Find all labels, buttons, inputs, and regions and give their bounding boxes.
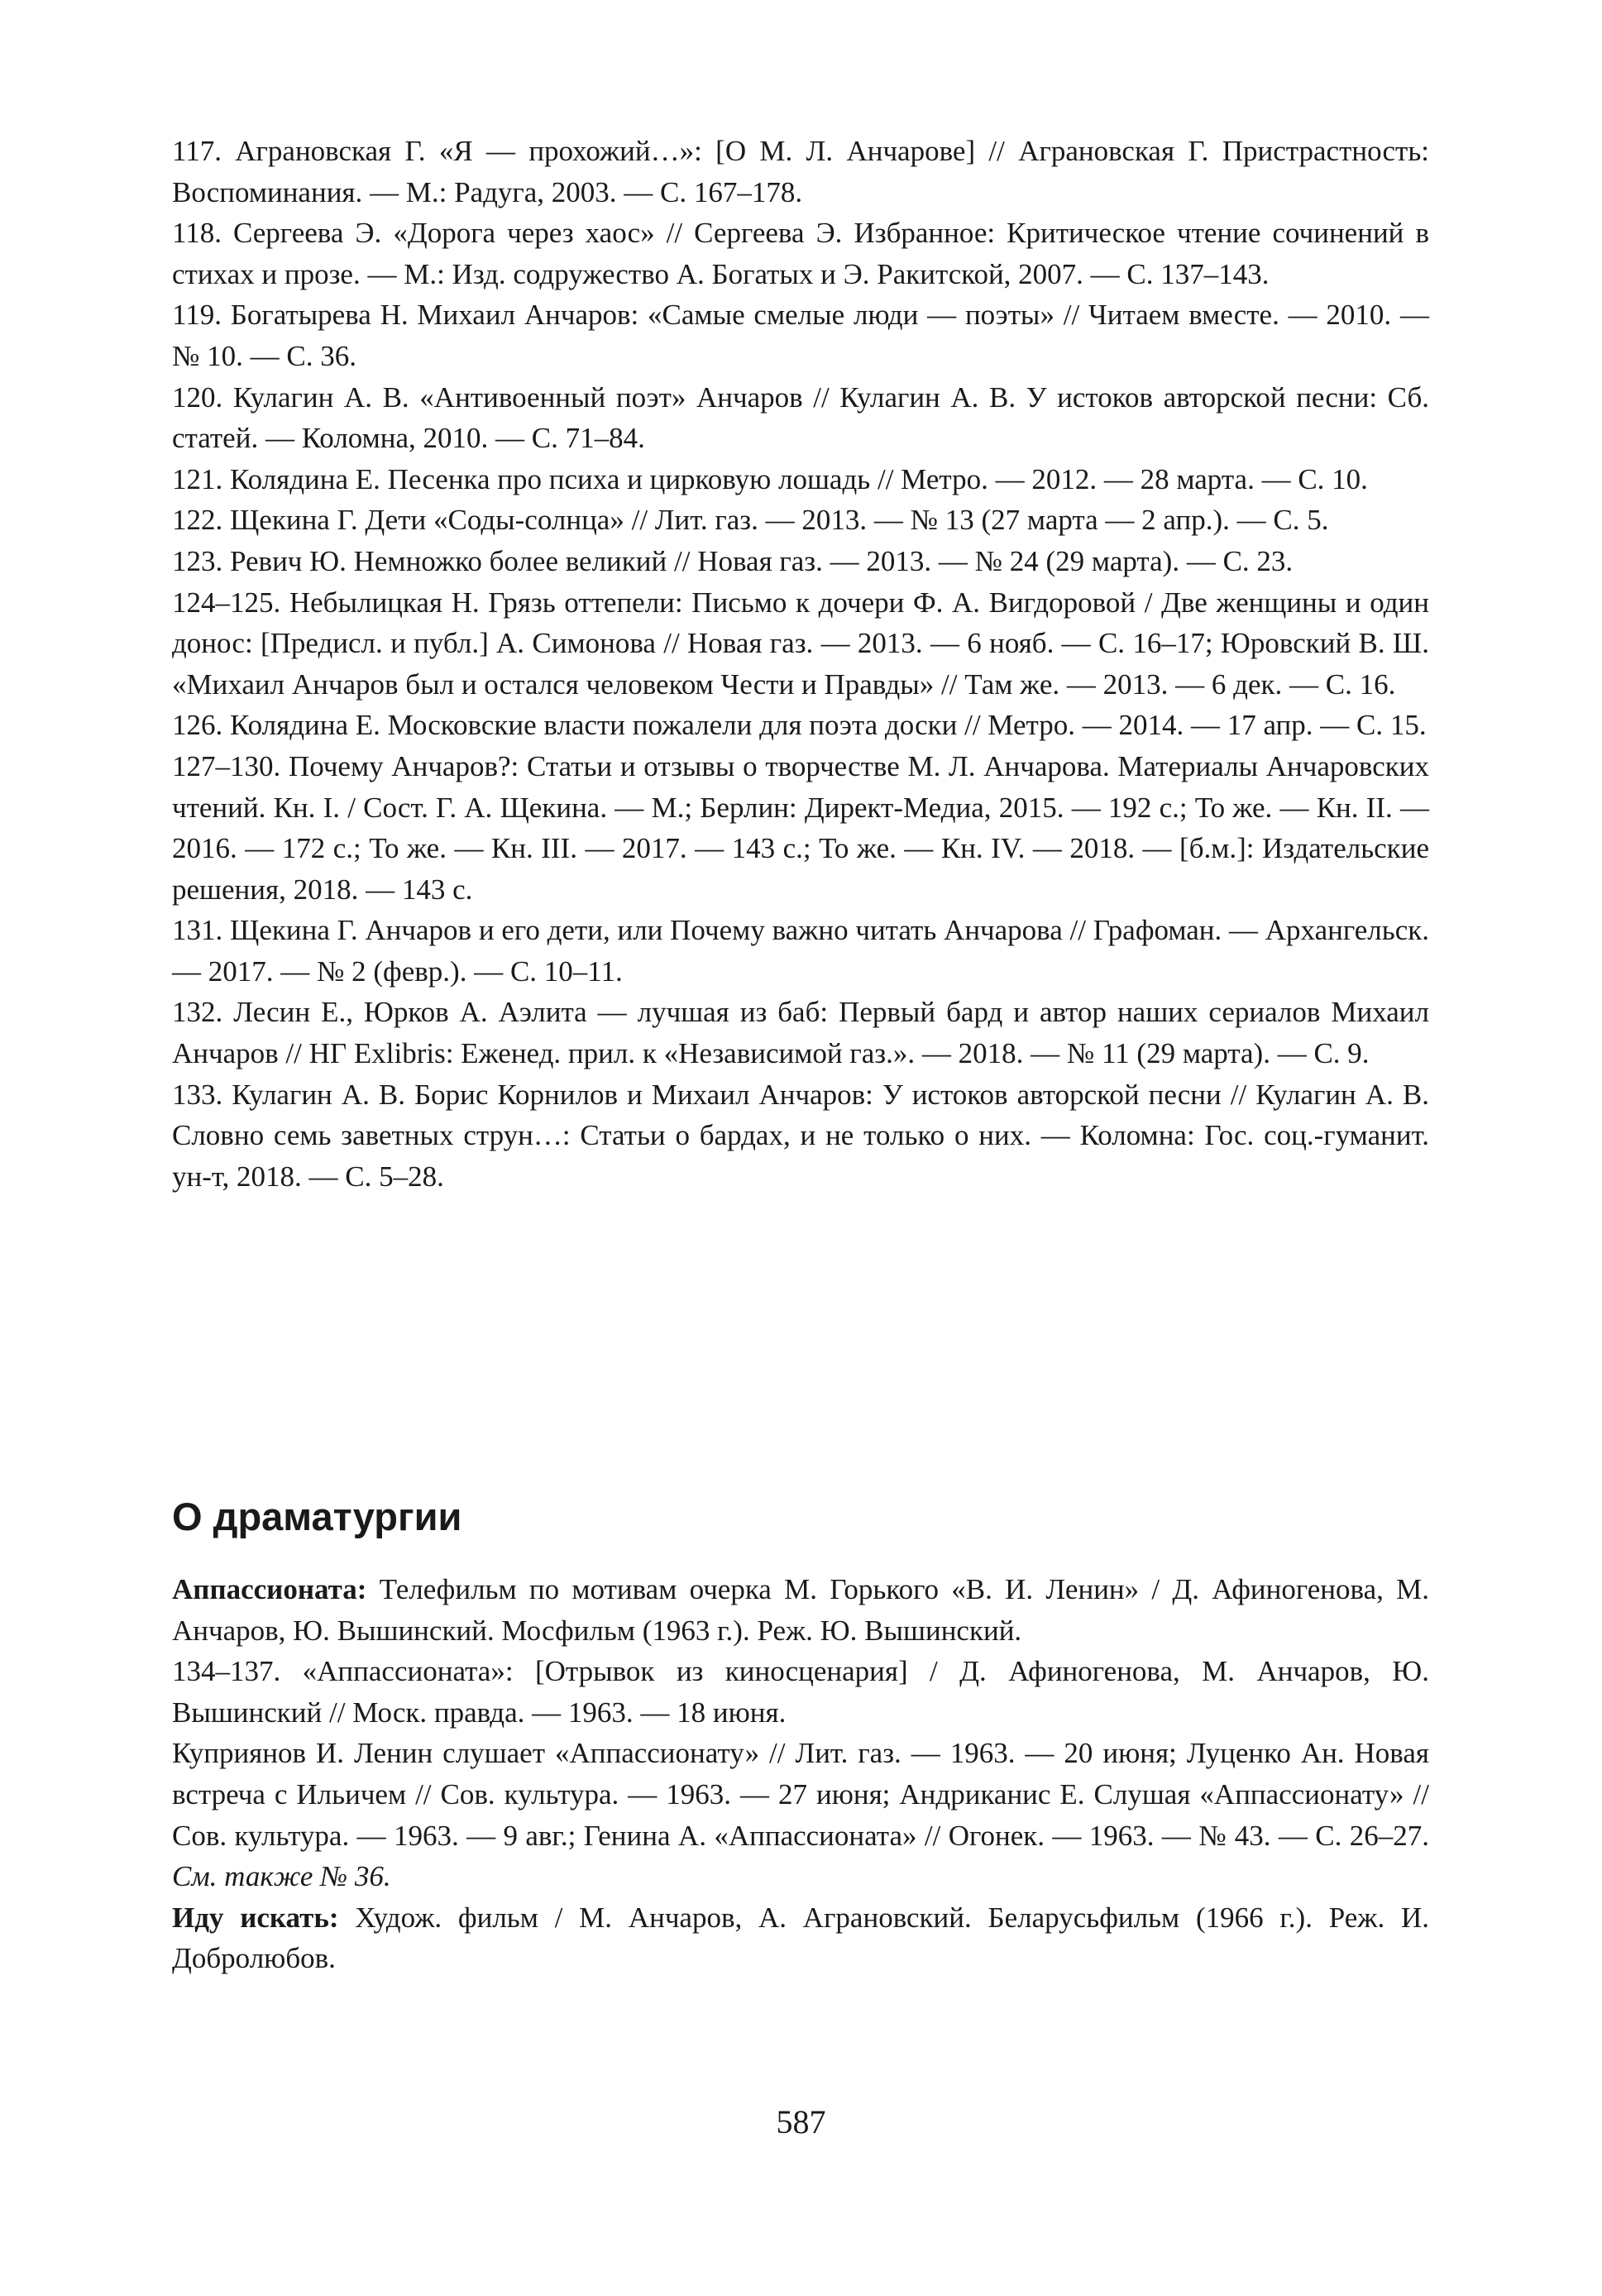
drama-entry-idu-iskat: [172, 1897, 1429, 1979]
drama-entry-134-137: [172, 1651, 1429, 1733]
bibliography-entry-126: 126. Колядина Е. Московские власти пожалели для поэта доски // Метро. — 2014. — 17 апр. — С. 15.: [172, 709, 1427, 742]
bibliography-entry-122: 122. Щекина Г. Дети «Соды-солнца» // Лит. газ. — 2013. — № 13 (27 марта — 2 апр.). — С. 5.: [172, 504, 1329, 537]
drama-entries: [172, 1569, 1429, 1979]
entry-text: Худож. фильм / М. Анчаров, А. Аграновский. Беларусьфильм (1966 г.). Реж. И. Добролюбов.: [172, 1901, 1429, 1975]
bibliography-entry-132: 132. Лесин Е., Юрков А. Аэлита — лучшая из баб: Первый бард и автор наших сериалов Михаил Анчаров // НГ Exlibris: Еженед. прил. к «Независимой газ.». — 2018. — № 11 (29 марта). — С. 9.: [172, 996, 1429, 1070]
entry-text: 134–137. «Аппассионата»: [Отрывок из киносценария] / Д. Афиногенова, М. Анчаров, Ю. Вышинский // Моск. правда. — 1963. — 18 июня.: [172, 1655, 1429, 1729]
entry-lead: Аппассионата:: [172, 1573, 367, 1605]
page-number: 587: [776, 2103, 826, 2141]
bibliography-entry-123: 123. Ревич Ю. Немножко более великий // Новая газ. — 2013. — № 24 (29 марта). — С. 23.: [172, 544, 1294, 577]
bibliography-entry-121: 121. Колядина Е. Песенка про психа и цирковую лошадь // Метро. — 2012. — 28 марта. — С. 10.: [172, 462, 1368, 495]
entry-text: Телефильм по мотивам очерка М. Горького «В. И. Ленин» / Д. Афиногенова, М. Анчаров, Ю. Вышинский. Мосфильм (1963 г.). Реж. Ю. Вышинский.: [172, 1573, 1429, 1647]
bibliography-entry-118: 118. Сергеева Э. «Дорога через хаос» // Сергеева Э. Избранное: Критическое чтение сочинений в стихах и прозе. — М.: Изд. содружество А. Богатых и Э. Ракитской, 2007. — С. 137–143.: [172, 217, 1429, 290]
entry-lead: Иду искать:: [172, 1901, 339, 1934]
bibliography-list: [172, 131, 1429, 1197]
bibliography-entry-120: 120. Кулагин А. В. «Антивоенный поэт» Анчаров // Кулагин А. В. У истоков авторской песни: Сб. статей. — Коломна, 2010. — С. 71–84.: [172, 380, 1429, 455]
section-title: О драматургии: [172, 1495, 462, 1538]
bibliography-entry-133: 133. Кулагин А. В. Борис Корнилов и Михаил Анчаров: У истоков авторской песни // Кулагин А. В. Словно семь заветных струн…: Статьи о бардах, и не только о них. — Коломна: Гос. соц.-гуманит. ун-т, 2018. — С. 5–28.: [172, 1078, 1429, 1193]
entry-see-also: См. также № 36.: [172, 1860, 391, 1893]
bibliography-entry-119: 119. Богатырева Н. Михаил Анчаров: «Самые смелые люди — поэты» // Читаем вместе. — 2010. — № 10. — С. 36.: [172, 299, 1429, 372]
bibliography-entry-124-125: 124–125. Небылицкая Н. Грязь оттепели: Письмо к дочери Ф. А. Вигдоровой / Две женщины и один донос: [Предисл. и публ.] А. Симонова // Новая газ. — 2013. — 6 нояб. — С. 16–17; Юровский В. Ш. «Михаил Анчаров был и остался человеком Чести и Правды» // Там же. — 2013. — 6 дек. — С. 16.: [172, 586, 1429, 701]
drama-entry-reviews: [172, 1733, 1429, 1897]
bibliography-entry-127-130: 127–130. Почему Анчаров?: Статьи и отзывы о творчестве М. Л. Анчарова. Материалы Анчаровских чтений. Кн. I. / Сост. Г. А. Щекина. — М.; Берлин: Директ-Медиа, 2015. — 192 с.; То же. — Кн. II. — 2016. — 172 с.; То же. — Кн. III. — 2017. — 143 с.; То же. — Кн. IV. — 2018. — [б.м.]: Издательские решения, 2018. — 143 с.: [172, 749, 1429, 906]
bibliography-entry-117: 117. Аграновская Г. «Я — прохожий…»: [О М. Л. Анчарове] // Аграновская Г. Пристрастность: Воспоминания. — М.: Радуга, 2003. — С. 167–178.: [172, 135, 1429, 208]
bibliography-entry-131: 131. Щекина Г. Анчаров и его дети, или Почему важно читать Анчарова // Графоман. — Архангельск. — 2017. — № 2 (февр.). — С. 10–11.: [172, 914, 1429, 988]
entry-text: Куприянов И. Ленин слушает «Аппассионату» // Лит. газ. — 1963. — 20 июня; Луценко Ан. Новая встреча с Ильичем // Сов. культура. — 1963. — 27 июня; Андриканис Е. Слушая «Аппассионату» // Сов. культура. — 1963. — 9 авг.; Генина А. «Аппассионата» // Огонек. — 1963. — № 43. — С. 26–27.: [172, 1737, 1429, 1852]
drama-entry-appassionata-film: [172, 1569, 1429, 1651]
